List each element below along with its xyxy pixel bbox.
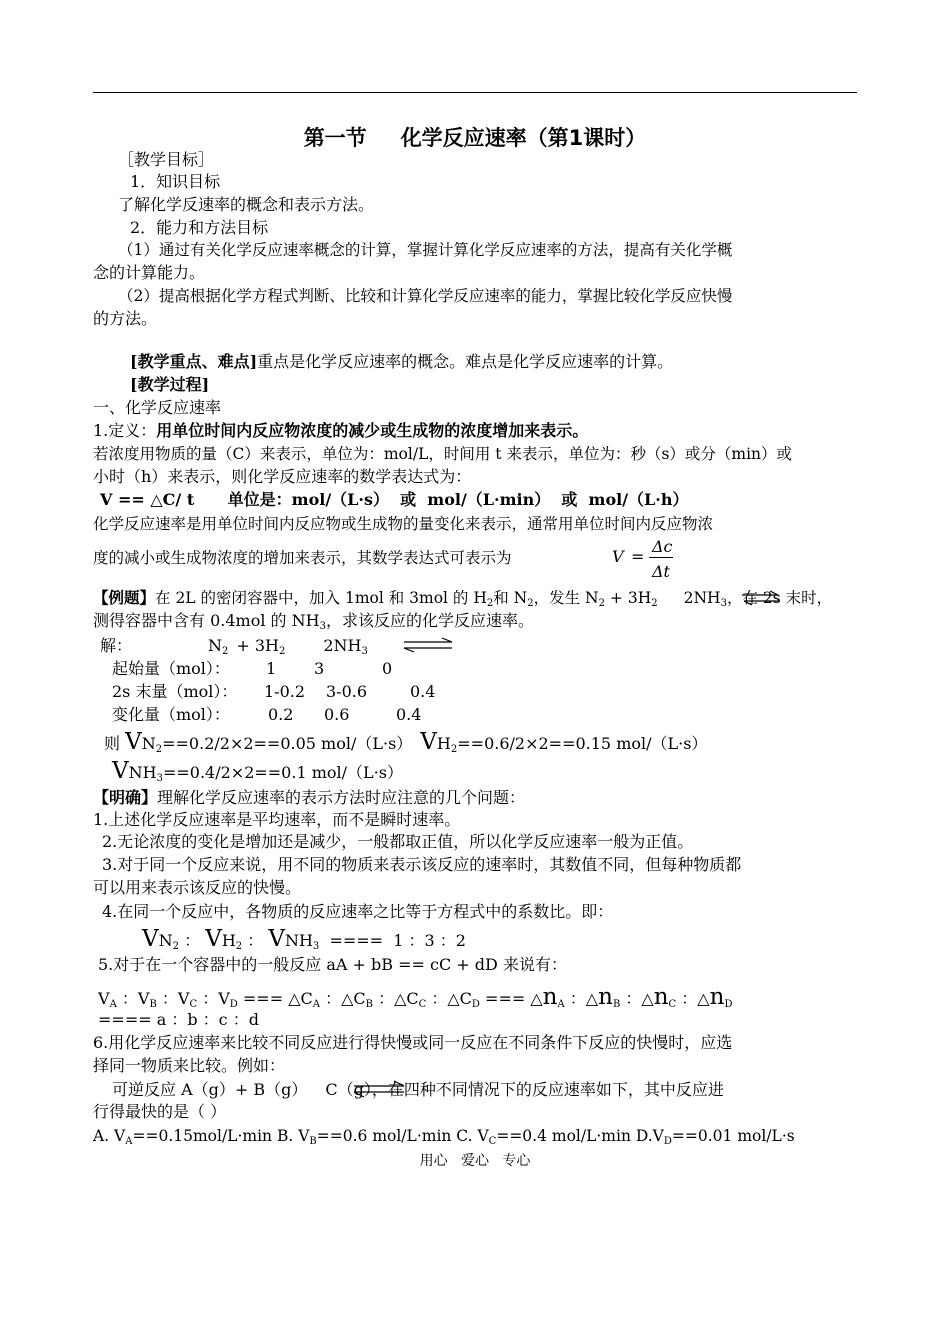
definition-line-6: 度的减小或生成物浓度的增加来表示，其数学表达式可表示为 [93, 549, 512, 567]
ability-goal-1: （1）通过有关化学反应速率概念的计算，掌握计算化学反应速率的方法，提高有关化学概 [118, 241, 733, 259]
rate-formula: V == △C/ t 单位是：mol/（L·s） 或 mol/（L·min） 或 mol/（L·h） [100, 490, 689, 509]
ability-goal-2: （2）提高根据化学方程式判断、比较和计算化学反应速率的能力，掌握比较化学反应快慢 [118, 287, 733, 305]
note-3-cont: 可以用来表示该反应的快慢。 [93, 878, 302, 897]
section-heading: 一、化学反应速率 [93, 398, 222, 417]
definition-line-2: 若浓度用物质的量（C）来表示，单位为：mol/L，时间用 t 来表示，单位为：秒（s）或分（min）或 [93, 445, 793, 463]
solution-label: 解： [100, 636, 133, 655]
key-points: [教学重点、难点]重点是化学反应速率的概念。难点是化学反应速率的计算。 [130, 352, 674, 371]
question-line-2: 行得最快的是（ ） [93, 1102, 227, 1121]
table-row: 2s 末量（mol）： [112, 682, 238, 701]
notes-intro: 【明确】理解化学反应速率的表示方法时应注意的几个问题： [93, 788, 526, 807]
rate-result-1: 则 $VN_2==0.2/2\times 2==0.05$ mol/（L·s） $VH_2==0.6/2\times 2==0.15$ mol/（L·s） [104, 729, 708, 755]
page-title: 第一节 化学反应速率（第1课时） [303, 126, 647, 150]
table-cell: 0.6 [324, 705, 350, 724]
solution-equation: $N_2 + 3H_2$ $2NH_3$ [208, 636, 368, 657]
table-cell: 0.2 [268, 705, 294, 724]
goals-heading: ［教学目标］ [118, 150, 215, 169]
question-line-1: 可逆反应 A（g）+ B（g） C（g），在四种不同情况下的反应速率如下，其中反应进 [112, 1080, 724, 1099]
answer-options: A. $V_A==0.15mol/L\cdot\min$ B. $V_B==0.6$ mol/L·min C. $V_C==0.4$ mol/L·min $D.V_D==0.01$ mol/L·s [93, 1127, 795, 1147]
fraction-bar [649, 557, 673, 558]
knowledge-goal-title: 1．知识目标 [130, 172, 221, 191]
reversible-arrow-icon [352, 1080, 406, 1098]
note-5: 5.对于在一个容器中的一般反应 aA + bB == cC + dD 来说有： [98, 955, 567, 974]
table-cell: 1-0.2 [264, 682, 306, 701]
definition-line: 1.定义：用单位时间内反应物浓度的减少或生成物的浓度增加来表示。 [93, 421, 589, 440]
definition-line-3: 小时（h）来表示，则化学反应速率的数学表达式为： [93, 467, 472, 486]
table-row: 变化量（mol）： [112, 705, 230, 724]
equals-sign: = [631, 547, 645, 566]
example-line-1: 【例题】在 2L 的密闭容器中，加入 1mol 和 3mol 的 $H_2$和 $N_2$，发生 $N_2 + 3H_2$ $2NH_3$，在 2s 末时， [93, 588, 833, 609]
knowledge-goal-text: 了解化学反速率的概念和表示方法。 [118, 195, 375, 214]
table-cell: 3-0.6 [326, 682, 368, 701]
page-footer: 用心 爱心 专心 [419, 1153, 531, 1169]
ratio-line: $VN_2$ ： $VH_2$ ： $VNH_3$ ==== 1 ：3 ：2 [142, 926, 466, 952]
note-1: 1.上述化学反应速率是平均速率，而不是瞬时速率。 [93, 810, 461, 829]
fraction-denominator: Δt [652, 562, 670, 581]
table-cell: 0 [382, 659, 393, 678]
v-symbol: V [612, 547, 624, 566]
table-cell: 0.4 [396, 705, 422, 724]
table-cell: 3 [314, 659, 325, 678]
ability-goal-title: 2．能力和方法目标 [130, 218, 269, 237]
general-ratio: $V_A$ ：$V_B$ ：$V_C$ ：$V_D$ === $\triangle C_A$ ：$\triangle C_B$ ：$\triangle C_C$ ：$\triangle C_D$ === $\triangle n_A$ ：$\triangle n_B$ ：$\triangle n_C$ ：$\triangle n_D$ [98, 984, 733, 1010]
process-heading: [教学过程] [130, 375, 210, 394]
top-rule [93, 92, 857, 93]
reversible-arrow-icon [402, 637, 454, 653]
reversible-arrow-icon [740, 590, 782, 606]
example-line-2: 测得容器中含有 0.4mol 的 $NH_3$，求该反应的化学反应速率。 [93, 611, 534, 632]
note-3: 3.对于同一个反应来说，用不同的物质来表示该反应的速率时，其数值不同，但每种物质都 [102, 855, 742, 874]
table-cell: 0.4 [410, 682, 436, 701]
general-ratio-result: ==== a ：b ：c ：d [98, 1010, 259, 1029]
ability-goal-1-cont: 念的计算能力。 [93, 263, 206, 282]
rate-result-2: $VNH_3==0.4/2\times 2==0.1$ mol/（L·s） [112, 758, 403, 784]
note-2: 2.无论浓度的变化是增加还是减少，一般都取正值，所以化学反应速率一般为正值。 [102, 832, 694, 851]
ability-goal-2-cont: 的方法。 [93, 309, 158, 328]
note-6-cont: 择同一物质来比较。例如： [93, 1056, 286, 1075]
table-cell: 1 [266, 659, 277, 678]
definition-line-5: 化学反应速率是用单位时间内反应物或生成物的量变化来表示，通常用单位时间内反应物浓 [93, 515, 714, 533]
note-6: 6.用化学反应速率来比较不同反应进行得快慢或同一反应在不同条件下反应的快慢时，应选 [93, 1033, 733, 1052]
table-row: 起始量（mol）： [112, 659, 230, 678]
note-4: 4.在同一个反应中，各物质的反应速率之比等于方程式中的系数比。即： [102, 902, 614, 921]
fraction-numerator: Δc [652, 537, 673, 556]
